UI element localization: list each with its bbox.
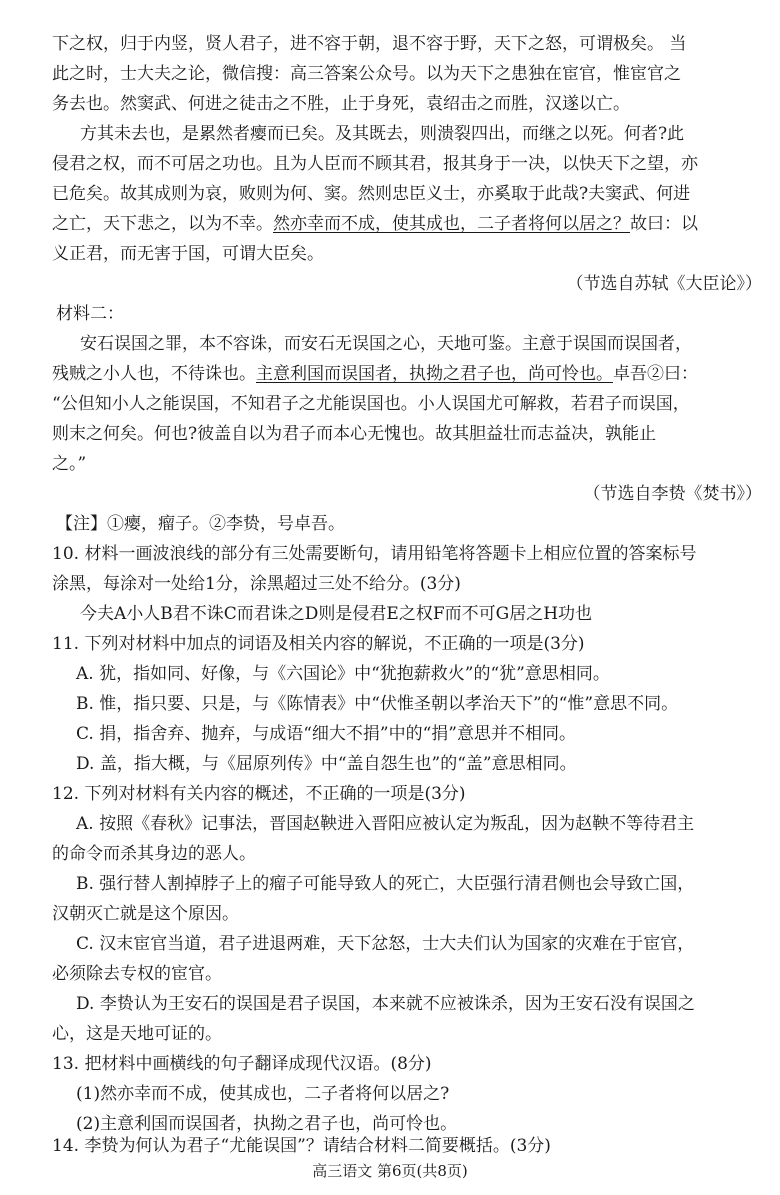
material2-heading: 材料二： (56, 304, 124, 324)
q12-option-a-line-1: A. 按照《春秋》记事法，晋国赵鞅进入晋阳应被认定为叛乱，因为赵鞅不等待君主 (76, 814, 695, 834)
material2-line-5: 之。” (52, 454, 87, 474)
q12-option-c-line-2: 必须除去专权的宦官。 (52, 964, 222, 984)
q11-option-c: C. 捐，指舍弃、抛弃，与成语“细大不捐”中的“捐”意思并不相同。 (76, 724, 576, 744)
material2-line-4: 则末之何矣。何也?彼盖自以为君子而本心无愧也。故其胆益壮而志益决，孰能止 (52, 424, 657, 444)
q12-option-a-line-2: 的命令而杀其身边的恶人。 (52, 844, 256, 864)
material2-line-3: “公但知小人之能误国，不知君子之尤能误国也。小人误国尤可解救，若君子而误国， (52, 394, 690, 414)
q11-option-d: D. 盖，指大概，与《屈原列传》中“盖自怨生也”的“盖”意思相同。 (76, 754, 577, 774)
q13-item-1: (1)然亦幸而不成，使其成也，二子者将何以居之? (76, 1084, 450, 1104)
q11-option-b: B. 惟，指只要、只是，与《陈情表》中“伏惟圣朝以孝治天下”的“惟”意思不同。 (76, 694, 679, 714)
material1-line-4: 方其未去也，是累然者瘿而已矣。及其既去，则溃裂四出，而继之以死。何者?此 (80, 124, 685, 144)
q12-option-d-line-2: 心，这是天地可证的。 (52, 1024, 222, 1044)
q14-stem: 14. 李贽为何认为君子“尤能误国”？请结合材料二简要概括。(3分) (52, 1136, 551, 1156)
q10-stem-line-1: 10. 材料一画波浪线的部分有三处需要断句，请用铅笔将答题卡上相应位置的答案标号 (52, 544, 697, 564)
material2-line-2-text: 残贼之小人也，不待诛也。 (52, 364, 256, 384)
material1-line-7 (52, 216, 698, 233)
page-footer: 高三语文 第6页(共8页) (312, 1162, 468, 1180)
q11-stem: 11. 下列对材料中加点的词语及相关内容的解说，不正确的一项是(3分) (52, 634, 585, 654)
material1-line-3: 务去也。然窦武、何进之徒击之不胜，止于身死，袁绍击之而胜，汉遂以亡。 (52, 94, 630, 114)
material2-source: （节选自李贽《焚书》） (583, 484, 762, 504)
material2-line-2 (52, 366, 698, 383)
material2-line-2-tail: 卓吾②曰： (613, 364, 698, 384)
underlined-sentence-2: 主意利国而误国者，执拗之君子也，尚可怜也。 (256, 364, 613, 384)
q13-item-2: (2)主意利国而误国者，执拗之君子也，尚可怜也。 (76, 1114, 458, 1134)
q12-option-b-line-1: B. 强行替人割掉脖子上的瘤子可能导致人的死亡，大臣强行清君侧也会导致亡国， (76, 874, 695, 894)
q10-sentence: 今夫A小人B君不诛C而君诛之D则是侵君E之权F而不可G居之H功也 (80, 604, 593, 624)
material1-source: （节选自苏轼《大臣论》） (566, 274, 762, 294)
material1-line-7-text: 之亡，天下悲之，以为不幸。 (52, 214, 273, 234)
material2-line-1: 安石误国之罪，本不容诛，而安石无误国之心，天地可鉴。主意于误国而误国者， (80, 334, 692, 354)
q12-stem: 12. 下列对材料有关内容的概述，不正确的一项是(3分) (52, 784, 466, 804)
material1-line-2: 此之时，士大夫之论，微信搜：高三答案公众号。以为天下之患独在宦官，惟宦官之 (52, 64, 681, 84)
q10-stem-line-2: 涂黑，每涂对一处给1分，涂黑超过三处不给分。(3分) (52, 574, 461, 594)
footnote: 【注】①瘿，瘤子。②李贽，号卓吾。 (56, 514, 345, 534)
q12-option-b-line-2: 汉朝灭亡就是这个原因。 (52, 904, 239, 924)
material1-line-8: 义正君，而无害于国，可谓大臣矣。 (52, 244, 324, 264)
material1-line-6: 已危矣。故其成则为哀，败则为何、窦。然则忠臣义士，亦奚取于此哉?夫窦武、何进 (52, 184, 691, 204)
material1-line-7-tail: 故曰：以 (630, 214, 698, 234)
q12-option-c-line-1: C. 汉末宦官当道，君子进退两难，天下忿怒，士大夫们认为国家的灾难在于宦官， (76, 934, 695, 954)
q13-stem: 13. 把材料中画横线的句子翻译成现代汉语。(8分) (52, 1054, 432, 1074)
q12-option-d-line-1: D. 李贽认为王安石的误国是君子误国，本来就不应被诛杀，因为王安石没有误国之 (76, 994, 695, 1014)
material1-line-5: 侵君之权，而不可居之功也。且为人臣而不顾其君，报其身于一决，以快天下之望，亦 (52, 154, 698, 174)
q11-option-a: A. 犹，指如同、好像，与《六国论》中“犹抱薪救火”的“犹”意思相同。 (76, 664, 610, 684)
underlined-sentence-1: 然亦幸而不成，使其成也，二子者将何以居之？ (273, 214, 630, 234)
material1-line-1: 下之权，归于内竖，贤人君子，进不容于朝，退不容于野，天下之怒，可谓极矣。 当 (52, 34, 687, 54)
